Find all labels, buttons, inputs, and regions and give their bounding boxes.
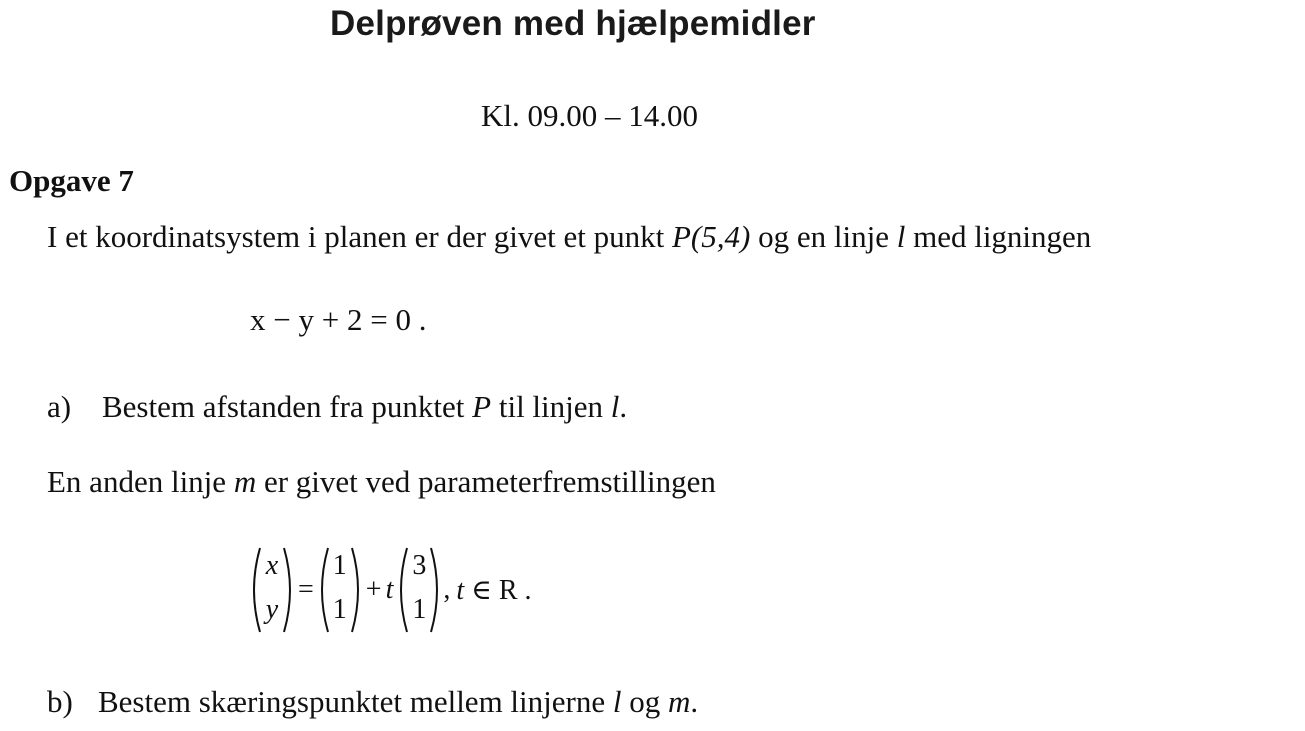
- vector-point-top: 1: [332, 550, 347, 581]
- parametric-equation: [248, 544, 532, 636]
- comma: ,: [443, 574, 451, 605]
- vector-point-bottom: 1: [332, 594, 347, 625]
- part-a-label: a): [47, 389, 72, 424]
- part-a-text-2: til linjen: [491, 389, 611, 424]
- part-a-l: l: [610, 389, 620, 424]
- plus-sign: +: [365, 574, 382, 605]
- part-b-text-3: .: [690, 684, 699, 719]
- vector-xy: [248, 544, 296, 636]
- part-b-text-1: Bestem skæringspunktet mellem linjerne: [98, 684, 613, 719]
- intro-text-2: og en linje: [750, 219, 897, 254]
- part-b: [47, 684, 698, 720]
- equals-sign: =: [298, 574, 314, 605]
- task-heading: Opgave 7: [9, 163, 134, 198]
- point-P: P(5,4): [672, 219, 751, 254]
- line-l-symbol: l: [896, 219, 906, 254]
- line-m-symbol: m: [233, 464, 257, 499]
- line-m-intro: [47, 464, 716, 500]
- intro-text-1: I et koordinatsystem i planen er der givet et punkt: [47, 219, 672, 254]
- vector-direction-bottom: 1: [412, 594, 427, 625]
- intro-text-3: med ligningen: [905, 219, 1092, 254]
- vector-direction-top: 3: [412, 550, 427, 581]
- task-intro: [47, 219, 1091, 255]
- para-m-text-1: En anden linje: [47, 464, 234, 499]
- parameter-domain: t ∈ R .: [456, 575, 532, 606]
- part-b-m: m: [668, 684, 691, 719]
- page-title: Delprøven med hjælpemidler: [330, 4, 816, 43]
- vector-xy-top: x: [265, 550, 279, 581]
- part-b-label: b): [47, 684, 73, 719]
- part-a-text-3: .: [619, 389, 628, 424]
- vector-direction: [395, 544, 443, 636]
- part-a-P: P: [472, 389, 492, 424]
- parameter-t: t: [385, 574, 394, 605]
- part-b-text-2: og: [621, 684, 668, 719]
- part-a: [47, 389, 627, 425]
- part-b-l: l: [612, 684, 622, 719]
- exam-time: Kl. 09.00 – 14.00: [481, 98, 698, 133]
- vector-point: [316, 544, 364, 636]
- vector-xy-bottom: y: [265, 594, 279, 625]
- part-a-text-1: Bestem afstanden fra punktet: [102, 389, 473, 424]
- line-equation: x − y + 2 = 0 .: [250, 302, 427, 337]
- para-m-text-2: er givet ved parameterfremstillingen: [256, 464, 716, 499]
